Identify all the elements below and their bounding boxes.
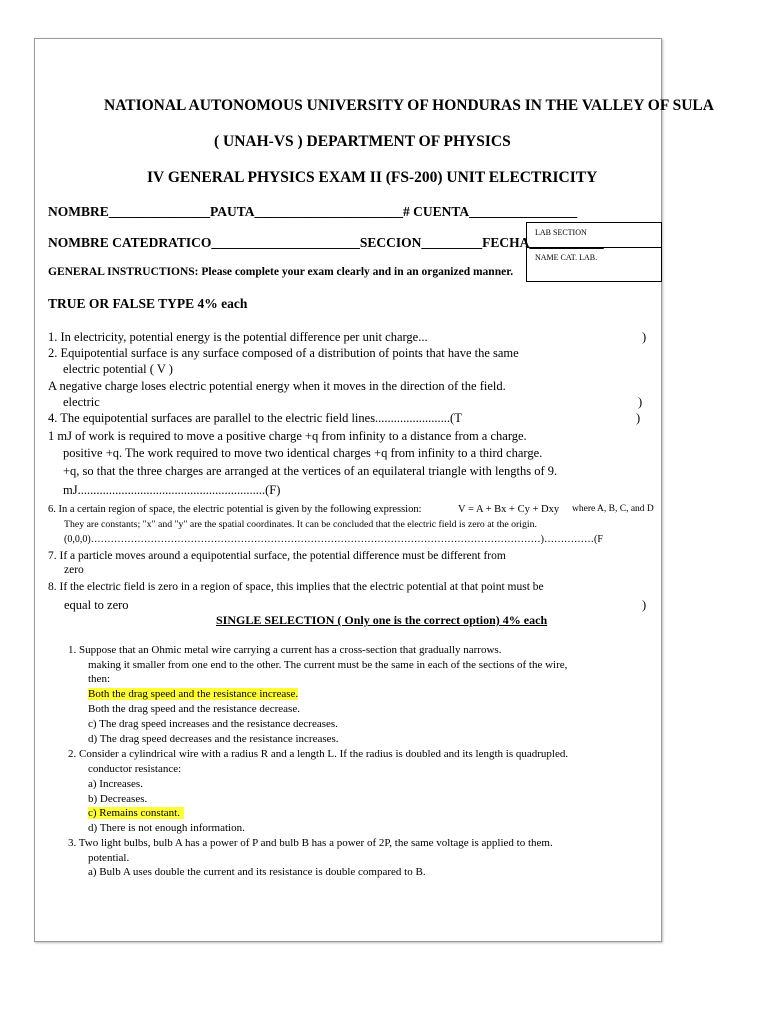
- tf-question-2-cont: electric potential ( V ): [63, 362, 173, 376]
- student-fields-row: NOMBRE_______________PAUTA______________________# CUENTA________________: [48, 204, 578, 219]
- tf-question-4: 4. The equipotential surfaces are parallel to the electric field lines........................(T: [48, 411, 462, 425]
- ss-question-2-option-c-highlighted: c) Remains constant.: [88, 807, 184, 819]
- ss-question-1-cont: making it smaller from one end to the other. The current must be the same in each of the sections of the wire,: [88, 659, 568, 671]
- university-title: NATIONAL AUTONOMOUS UNIVERSITY OF HONDURAS IN THE VALLEY OF SULA: [104, 97, 714, 114]
- ss-question-2-option-b: b) Decreases.: [88, 793, 148, 805]
- lab-box-divider: [527, 247, 661, 248]
- lab-section-label: LAB SECTION: [535, 228, 587, 237]
- teacher-fields-row: NOMBRE CATEDRATICO______________________SECCION_________FECHA___________: [48, 235, 604, 250]
- single-selection-title: SINGLE SELECTION ( Only one is the correct option) 4% each: [216, 613, 548, 627]
- tf-question-5-cont-2: +q, so that the three charges are arranged at the vertices of an equilateral triangle with lengths of 9.: [63, 464, 558, 478]
- ss-question-3-option-a: a) Bulb A uses double the current and its resistance is double compared to B.: [88, 866, 426, 878]
- tf-question-6: 6. In a certain region of space, the electric potential is given by the following expression:: [48, 504, 422, 515]
- name-cat-lab-label: NAME CAT. LAB.: [535, 253, 598, 262]
- tf-question-8: 8. If the electric field is zero in a region of space, this implies that the electric potential at that point must be: [48, 581, 544, 593]
- tf-answer-8: ): [642, 598, 647, 612]
- general-instructions: GENERAL INSTRUCTIONS: Please complete your exam clearly and in an organized manner.: [48, 266, 514, 278]
- tf-question-3: A negative charge loses electric potential energy when it moves in the direction of the field.: [48, 379, 506, 393]
- ss-question-3: 3. Two light bulbs, bulb A has a power of P and bulb B has a power of 2P, the same voltage is applied to them.: [68, 837, 553, 849]
- tf-question-6-cont: They are constants; "x" and "y" are the spatial coordinates. It can be concluded that the electric field is zero at the origin.: [64, 519, 538, 530]
- tf-question-5-cont-3: mJ............................................................(F): [63, 483, 281, 497]
- tf-question-6-answer: (0,0,0)………………………………………………………………………………………………………………………)……………(F: [64, 534, 603, 545]
- tf-question-5: 1 mJ of work is required to move a positive charge +q from infinity to a distance from a charge.: [48, 429, 527, 443]
- exam-title: IV GENERAL PHYSICS EXAM II (FS-200) UNIT ELECTRICITY: [147, 169, 598, 186]
- tf-question-7: 7. If a particle moves around a equipotential surface, the potential difference must be different from: [48, 550, 506, 562]
- tf-answer-3: ): [638, 395, 643, 409]
- tf-question-7-cont: zero: [64, 564, 84, 576]
- tf-question-5-cont-1: positive +q. The work required to move two identical charges +q from infinity to a third charge.: [63, 446, 543, 460]
- tf-answer-4: ): [636, 411, 641, 425]
- ss-question-1-option-a-highlighted: Both the drag speed and the resistance increase.: [88, 688, 299, 700]
- ss-question-2-cont: conductor resistance:: [88, 763, 182, 775]
- tf-question-2: 2. Equipotential surface is any surface composed of a distribution of points that have the same: [48, 346, 519, 360]
- ss-question-3-cont: potential.: [88, 852, 130, 864]
- lab-info-box: [526, 222, 662, 282]
- ss-question-1-cont-2: then:: [88, 673, 110, 685]
- ss-question-2-option-a: a) Increases.: [88, 778, 143, 790]
- ss-question-1-option-b: Both the drag speed and the resistance decrease.: [88, 703, 300, 715]
- ss-question-1-option-c: c) The drag speed increases and the resistance decreases.: [88, 718, 338, 730]
- tf-question-3-cont: electric: [63, 395, 100, 409]
- true-false-title: TRUE OR FALSE TYPE 4% each: [48, 296, 248, 311]
- ss-question-1-option-d: d) The drag speed decreases and the resistance increases.: [88, 733, 339, 745]
- ss-question-2-option-d: d) There is not enough information.: [88, 822, 245, 834]
- department-title: ( UNAH-VS ) DEPARTMENT OF PHYSICS: [214, 133, 511, 150]
- tf-question-1: 1. In electricity, potential energy is the potential difference per unit charge...: [48, 330, 428, 344]
- tf-question-6-formula: V = A + Bx + Cy + Dxy: [458, 504, 560, 515]
- ss-question-1: 1. Suppose that an Ohmic metal wire carrying a current has a cross-section that gradually narrows.: [68, 644, 502, 656]
- ss-question-2: 2. Consider a cylindrical wire with a radius R and a length L. If the radius is doubled and its length is quadrupled.: [68, 748, 569, 760]
- tf-answer-1: ): [642, 330, 647, 344]
- tf-question-8-cont: equal to zero: [64, 598, 129, 612]
- tf-question-6-tail: where A, B, C, and D: [572, 504, 654, 514]
